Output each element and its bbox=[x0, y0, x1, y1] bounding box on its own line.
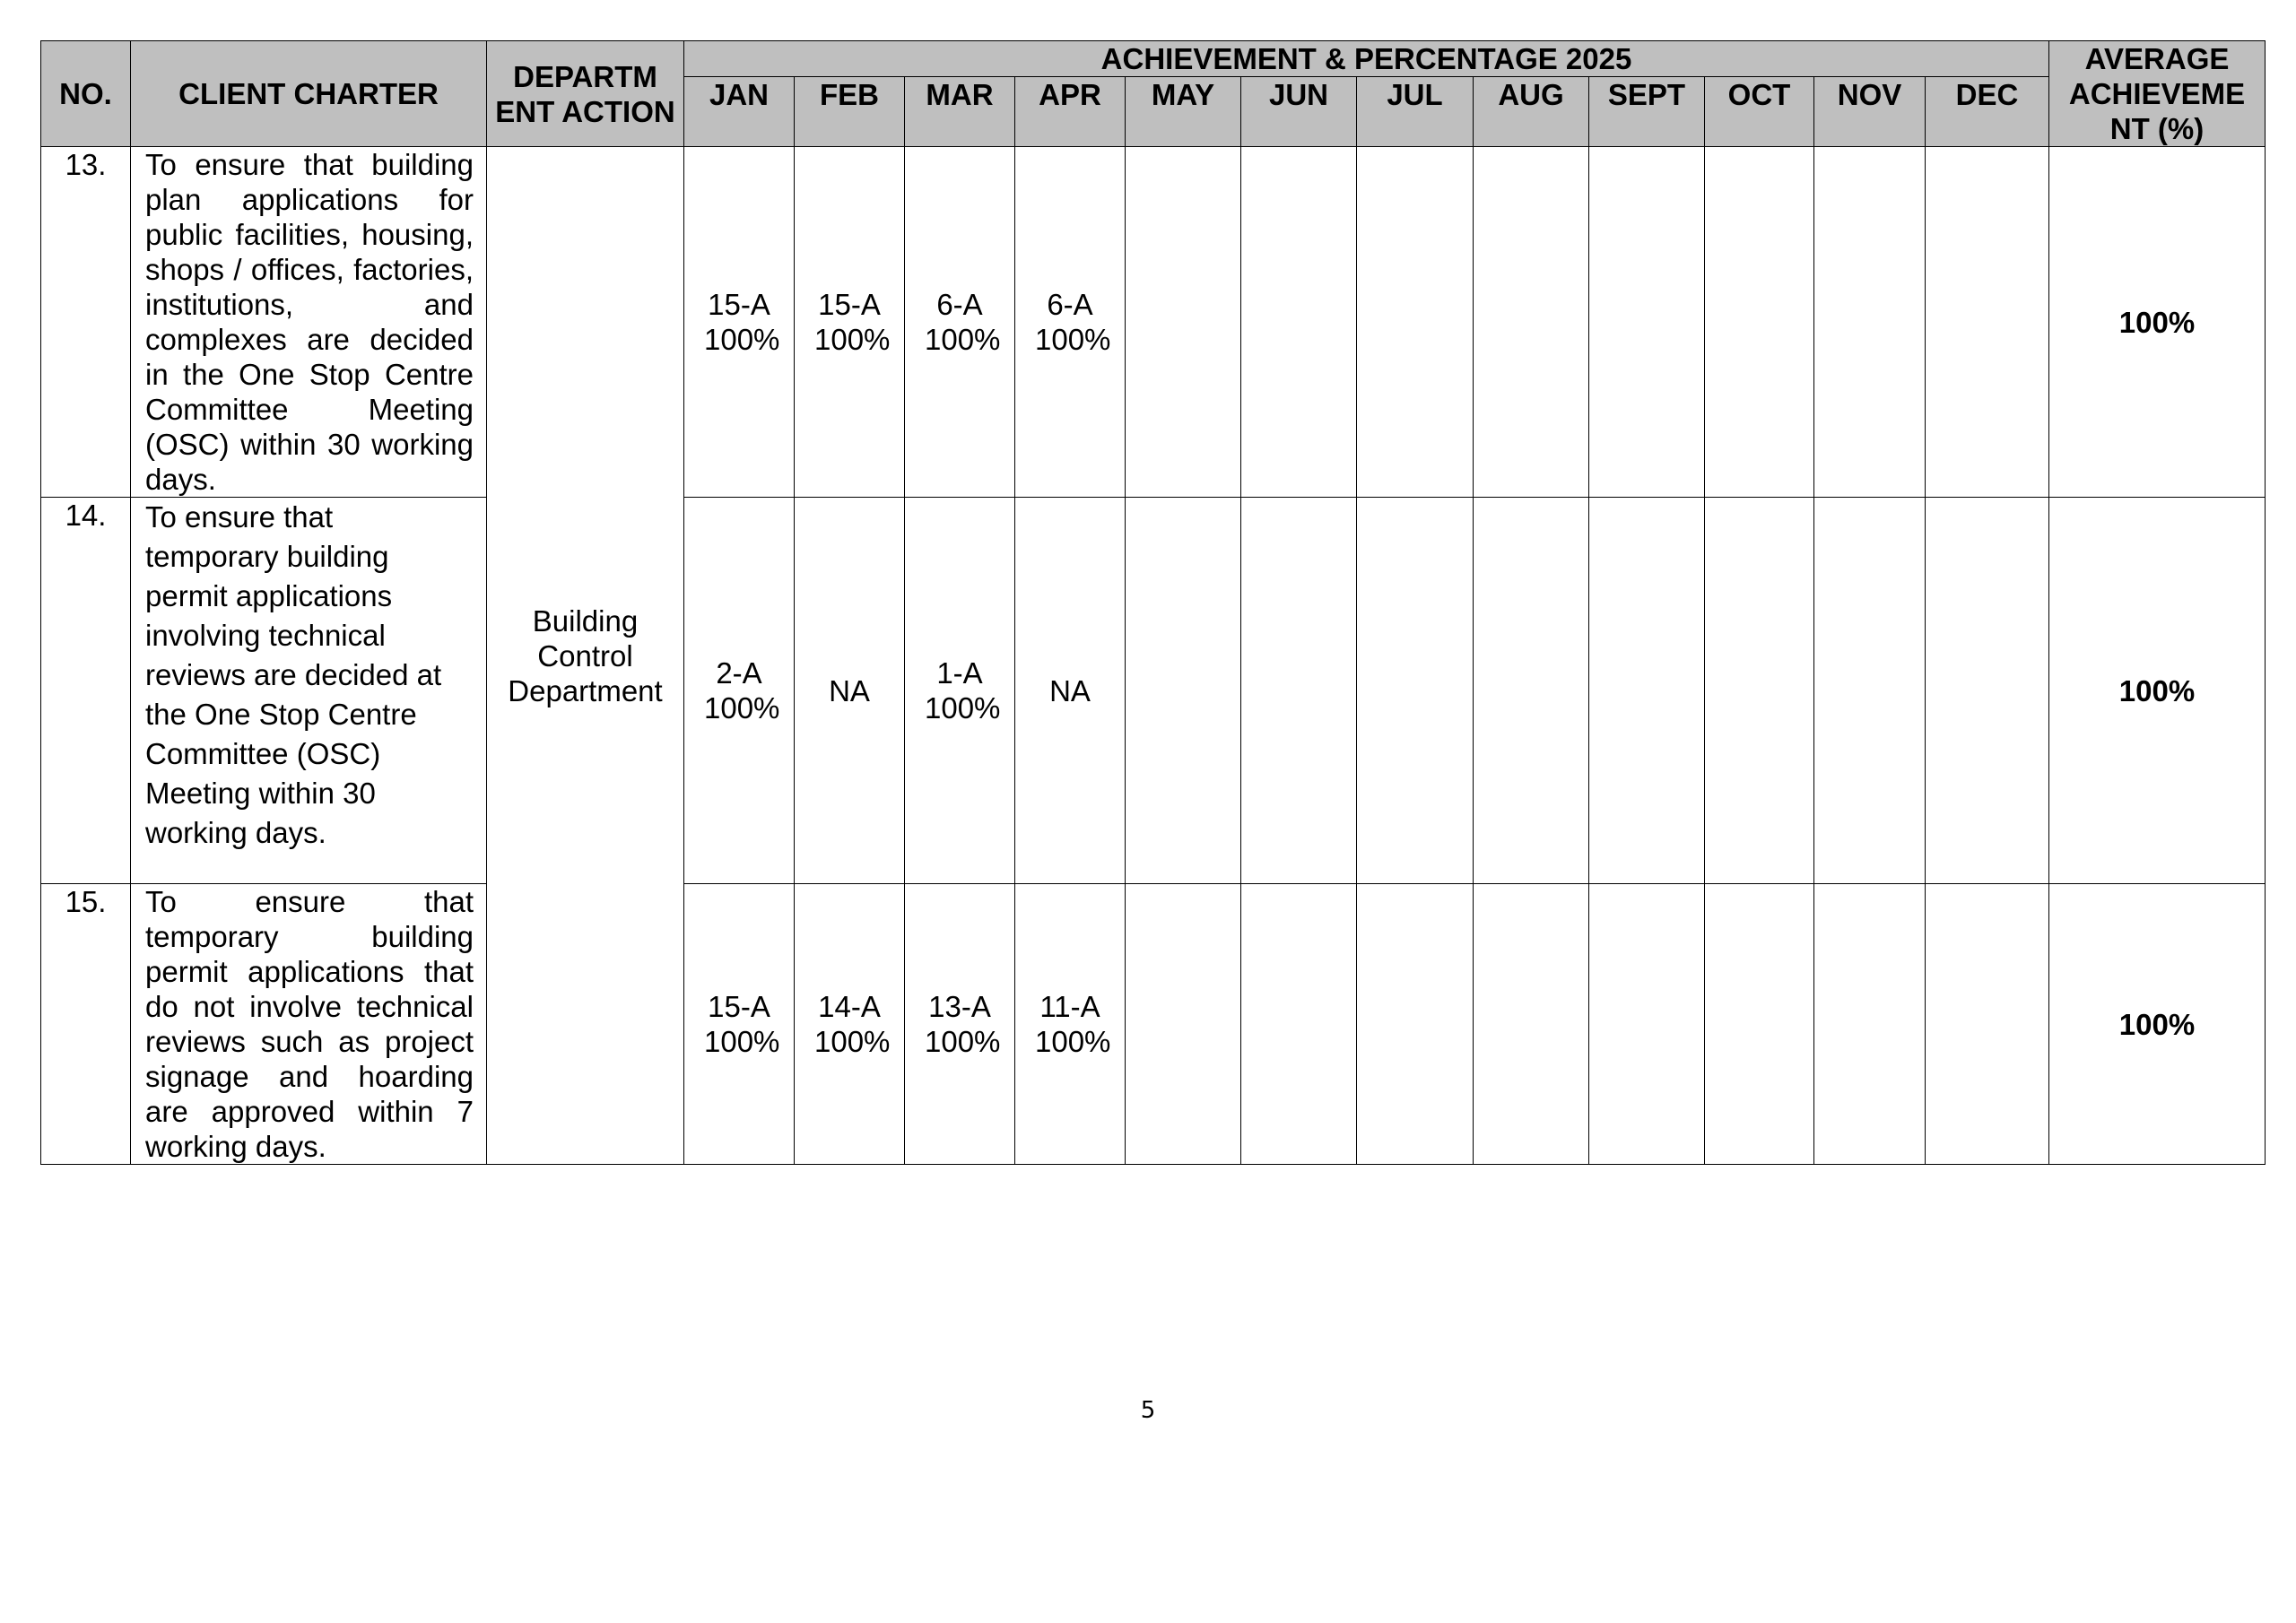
month-value bbox=[1705, 147, 1814, 498]
month-value: 6-A 100% bbox=[1015, 147, 1126, 498]
month-value: NA bbox=[1015, 498, 1126, 884]
month-value bbox=[1814, 147, 1926, 498]
month-value: 2-A 100% bbox=[684, 498, 795, 884]
header-month: JUL bbox=[1357, 77, 1474, 147]
department-name: Building Control Department bbox=[508, 603, 663, 707]
month-value bbox=[1474, 498, 1589, 884]
month-value bbox=[1474, 884, 1589, 1165]
charter-text: To ensure that temporary building permit applications that do not involve technical reviews such as project signage and hoarding are approved within 7 working days. bbox=[131, 884, 487, 1165]
month-value bbox=[1589, 498, 1705, 884]
month-value bbox=[1126, 147, 1241, 498]
client-charter-table bbox=[40, 40, 2266, 1165]
month-value: 14-A 100% bbox=[795, 884, 905, 1165]
month-value bbox=[1474, 147, 1589, 498]
header-average: AVERAGE ACHIEVEME NT (%) bbox=[2049, 41, 2266, 147]
month-value: 15-A 100% bbox=[684, 147, 795, 498]
month-value bbox=[1926, 147, 2049, 498]
header-month: FEB bbox=[795, 77, 905, 147]
page-number: 5 bbox=[1140, 1397, 1156, 1424]
header-row-top bbox=[41, 41, 2266, 77]
row-number: 13. bbox=[41, 147, 131, 498]
month-value: 15-A 100% bbox=[795, 147, 905, 498]
month-value bbox=[1126, 884, 1241, 1165]
row-number: 14. bbox=[41, 498, 131, 884]
header-month: OCT bbox=[1705, 77, 1814, 147]
month-value bbox=[1126, 498, 1241, 884]
month-value: 15-A 100% bbox=[684, 884, 795, 1165]
header-no: NO. bbox=[41, 41, 131, 147]
header-month: AUG bbox=[1474, 77, 1589, 147]
table-row bbox=[41, 147, 2266, 498]
table-header bbox=[41, 41, 2266, 147]
month-value bbox=[1705, 498, 1814, 884]
table-row bbox=[41, 498, 2266, 884]
average-value: 100% bbox=[2049, 884, 2266, 1165]
header-month: JUN bbox=[1241, 77, 1357, 147]
header-month: MAR bbox=[905, 77, 1015, 147]
month-value bbox=[1705, 884, 1814, 1165]
month-value: NA bbox=[795, 498, 905, 884]
month-value bbox=[1814, 884, 1926, 1165]
charter-text: To ensure that building plan applications for public facilities, housing, shops / offices, factories, institutions, and complexes are decided in the One Stop Centre Committee Meeting (OSC) within 30 working days. bbox=[131, 147, 487, 498]
header-month: NOV bbox=[1814, 77, 1926, 147]
header-month: APR bbox=[1015, 77, 1126, 147]
header-month: SEPT bbox=[1589, 77, 1705, 147]
table-body bbox=[41, 147, 2266, 1165]
month-value bbox=[1241, 498, 1357, 884]
header-department-action: DEPARTM ENT ACTION bbox=[487, 41, 684, 147]
month-value bbox=[1357, 147, 1474, 498]
month-value bbox=[1926, 884, 2049, 1165]
header-month: DEC bbox=[1926, 77, 2049, 147]
month-value: 13-A 100% bbox=[905, 884, 1015, 1165]
charter-text: To ensure that temporary building permit applications involving technical reviews are decided at the One Stop Centre Committee (OSC) Meeting within 30 working days. bbox=[131, 498, 487, 884]
department-cell bbox=[487, 147, 684, 1165]
table-row bbox=[41, 884, 2266, 1165]
average-value: 100% bbox=[2049, 498, 2266, 884]
month-value bbox=[1241, 884, 1357, 1165]
month-value bbox=[1926, 498, 2049, 884]
average-value: 100% bbox=[2049, 147, 2266, 498]
month-value: 11-A 100% bbox=[1015, 884, 1126, 1165]
header-client-charter: CLIENT CHARTER bbox=[131, 41, 487, 147]
row-number: 15. bbox=[41, 884, 131, 1165]
month-value: 1-A 100% bbox=[905, 498, 1015, 884]
header-achievement-group: ACHIEVEMENT & PERCENTAGE 2025 bbox=[684, 41, 2049, 77]
month-value bbox=[1241, 147, 1357, 498]
month-value bbox=[1357, 884, 1474, 1165]
month-value: 6-A 100% bbox=[905, 147, 1015, 498]
month-value bbox=[1589, 147, 1705, 498]
month-value bbox=[1357, 498, 1474, 884]
month-value bbox=[1814, 498, 1926, 884]
header-month: JAN bbox=[684, 77, 795, 147]
header-month: MAY bbox=[1126, 77, 1241, 147]
month-value bbox=[1589, 884, 1705, 1165]
